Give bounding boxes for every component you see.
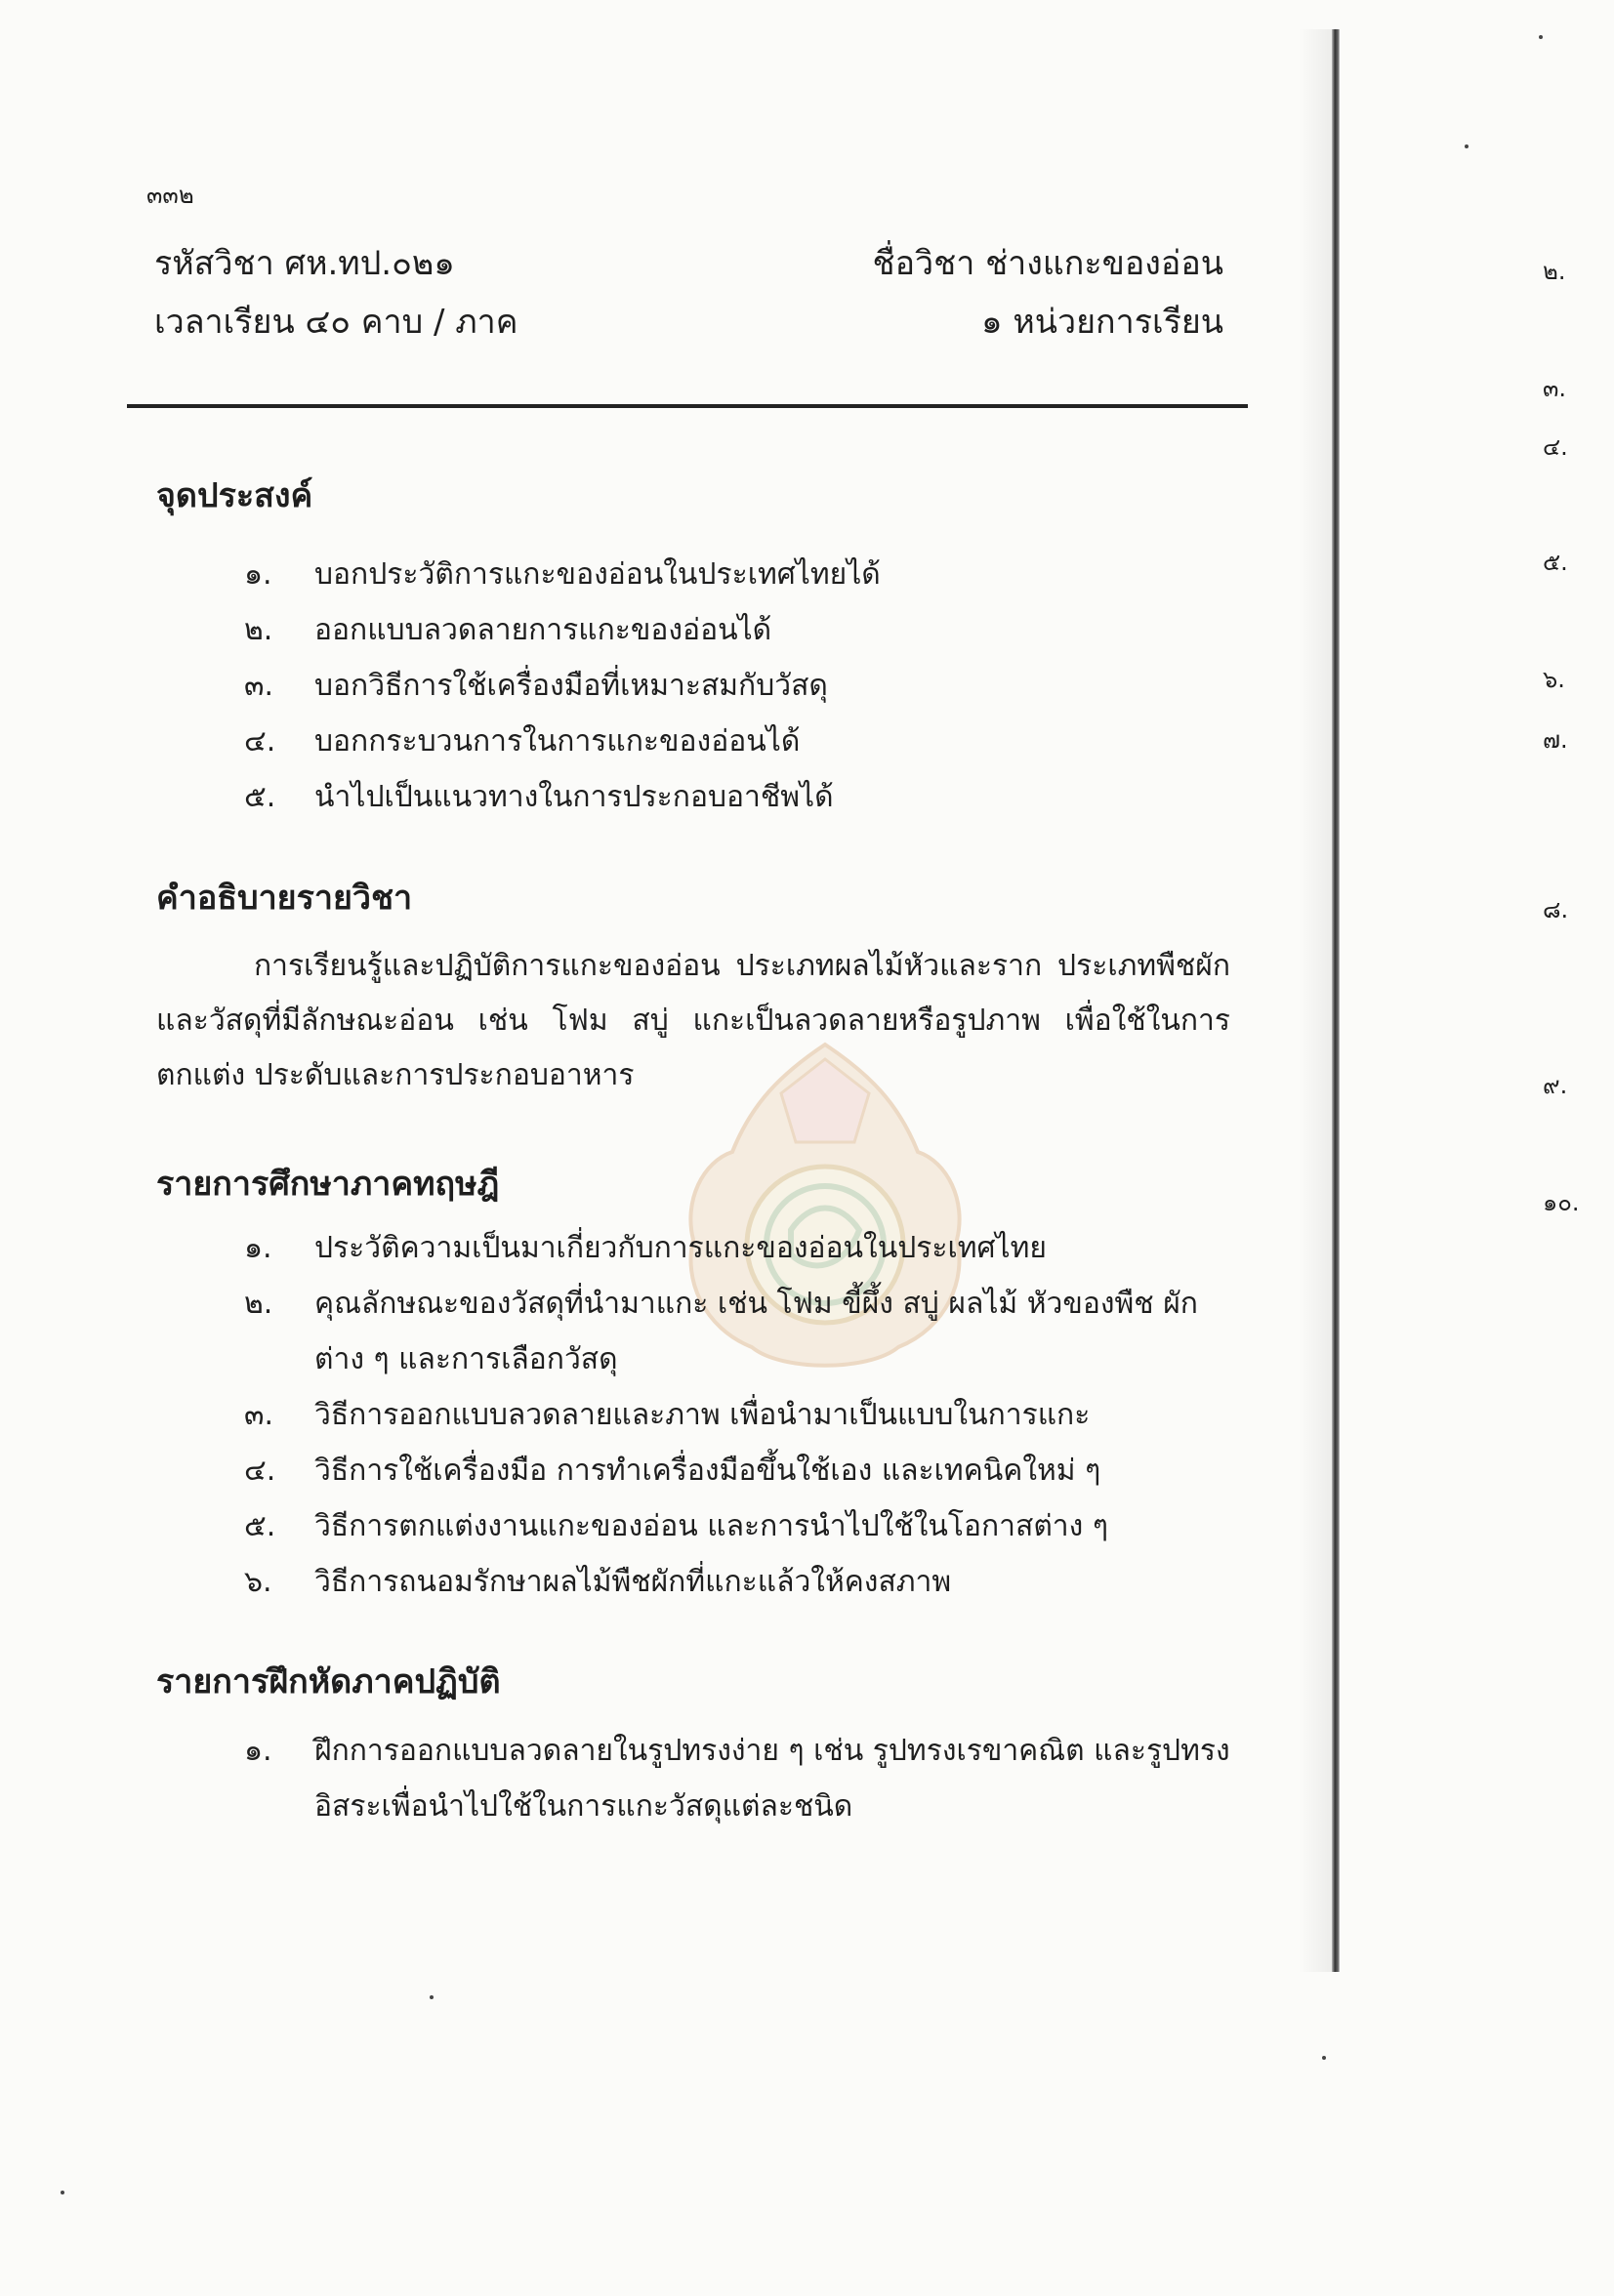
margin-number: ๗.	[1543, 726, 1568, 754]
speck	[1539, 35, 1543, 39]
list-item: ๔. วิธีการใช้เครื่องมือ การทำเครื่องมือขึ้นใช้เอง และเทคนิคใหม่ ๆ	[244, 1454, 1101, 1488]
speck	[61, 2191, 64, 2194]
margin-number: ๘.	[1543, 896, 1569, 923]
page-number: ๓๓๒	[146, 182, 194, 209]
description-text: การเรียนรู้และปฏิบัติการแกะของอ่อน ประเภทผลไม้หัวและราก ประเภทพืชผัก และวัสดุที่มีลักษณะอ่อน เช่น โฟม สบู่ แกะเป็นลวดลายหรือรูปภาพ เพื่อใช้ในการ ตกแต่ง ประดับและการประกอบอาหาร	[156, 949, 1230, 1092]
margin-number: ๔.	[1543, 433, 1568, 461]
course-name: ชื่อวิชา ช่างแกะของอ่อน	[872, 244, 1223, 283]
margin-number: ๕.	[1543, 549, 1568, 576]
list-item: ๒. ออกแบบลวดลายการแกะของอ่อนได้	[244, 613, 772, 647]
margin-number: ๒.	[1543, 258, 1566, 285]
theory-list	[244, 1220, 1232, 1610]
list-item: ๑. ประวัติความเป็นมาเกี่ยวกับการแกะของอ่อนในประเทศไทย	[244, 1231, 1047, 1265]
binding-shadow	[1299, 29, 1332, 1972]
speck	[1322, 2056, 1326, 2060]
margin-number: ๑๐.	[1543, 1189, 1580, 1216]
speck	[1465, 144, 1469, 148]
study-time: เวลาเรียน ๔๐ คาบ / ภาค	[154, 303, 518, 342]
list-item: ๑. บอกประวัติการแกะของอ่อนในประเทศไทยได้	[244, 557, 881, 592]
list-item: ๖. วิธีการถนอมรักษาผลไม้พืชผักที่แกะแล้วให้คงสภาพ	[244, 1565, 952, 1599]
description-title: คำอธิบายรายวิชา	[156, 879, 413, 918]
header-divider	[127, 404, 1248, 408]
course-credits: ๑ หน่วยการเรียน	[980, 303, 1223, 342]
description-body	[156, 939, 1230, 1103]
list-item: ๕. นำไปเป็นแนวทางในการประกอบอาชีพได้	[244, 780, 834, 814]
speck	[430, 1995, 434, 1999]
list-item: ๕. วิธีการตกแต่งงานแกะของอ่อน และการนำไปใช้ในโอกาสต่าง ๆ	[244, 1509, 1108, 1543]
binding-spine	[1332, 29, 1340, 1972]
course-code: รหัสวิชา ศห.ทป.๐๒๑	[154, 244, 455, 283]
objectives-title: จุดประสงค์	[156, 476, 313, 515]
objectives-list	[244, 547, 1232, 825]
practice-title: รายการฝึกหัดภาคปฏิบัติ	[156, 1662, 501, 1702]
list-item: ๓. บอกวิธีการใช้เครื่องมือที่เหมาะสมกับวัสดุ	[244, 669, 828, 703]
margin-number: ๙.	[1543, 1072, 1568, 1099]
header-right	[873, 234, 1223, 351]
margin-number: ๖.	[1543, 666, 1565, 693]
margin-number: ๓.	[1543, 375, 1567, 402]
theory-title: รายการศึกษาภาคทฤษฎี	[156, 1165, 500, 1204]
header-left	[154, 234, 518, 351]
list-item: ๓. วิธีการออกแบบลวดลายและภาพ เพื่อนำมาเป็นแบบในการแกะ	[244, 1398, 1091, 1432]
list-item: ๒. คุณลักษณะของวัสดุที่นำมาแกะ เช่น โฟม ขี้ผึ้ง สบู่ ผลไม้ หัวของพืช ผักต่าง ๆ และการเลือกวัสดุ	[244, 1287, 1198, 1376]
list-item: ๔. บอกกระบวนการในการแกะของอ่อนได้	[244, 724, 801, 758]
practice-list	[244, 1723, 1232, 1834]
list-item: ๑. ฝึกการออกแบบลวดลายในรูปทรงง่าย ๆ เช่น รูปทรงเรขาคณิต และรูปทรง อิสระเพื่อนำไปใช้ในการแกะวัสดุแต่ละชนิด	[244, 1734, 1230, 1824]
